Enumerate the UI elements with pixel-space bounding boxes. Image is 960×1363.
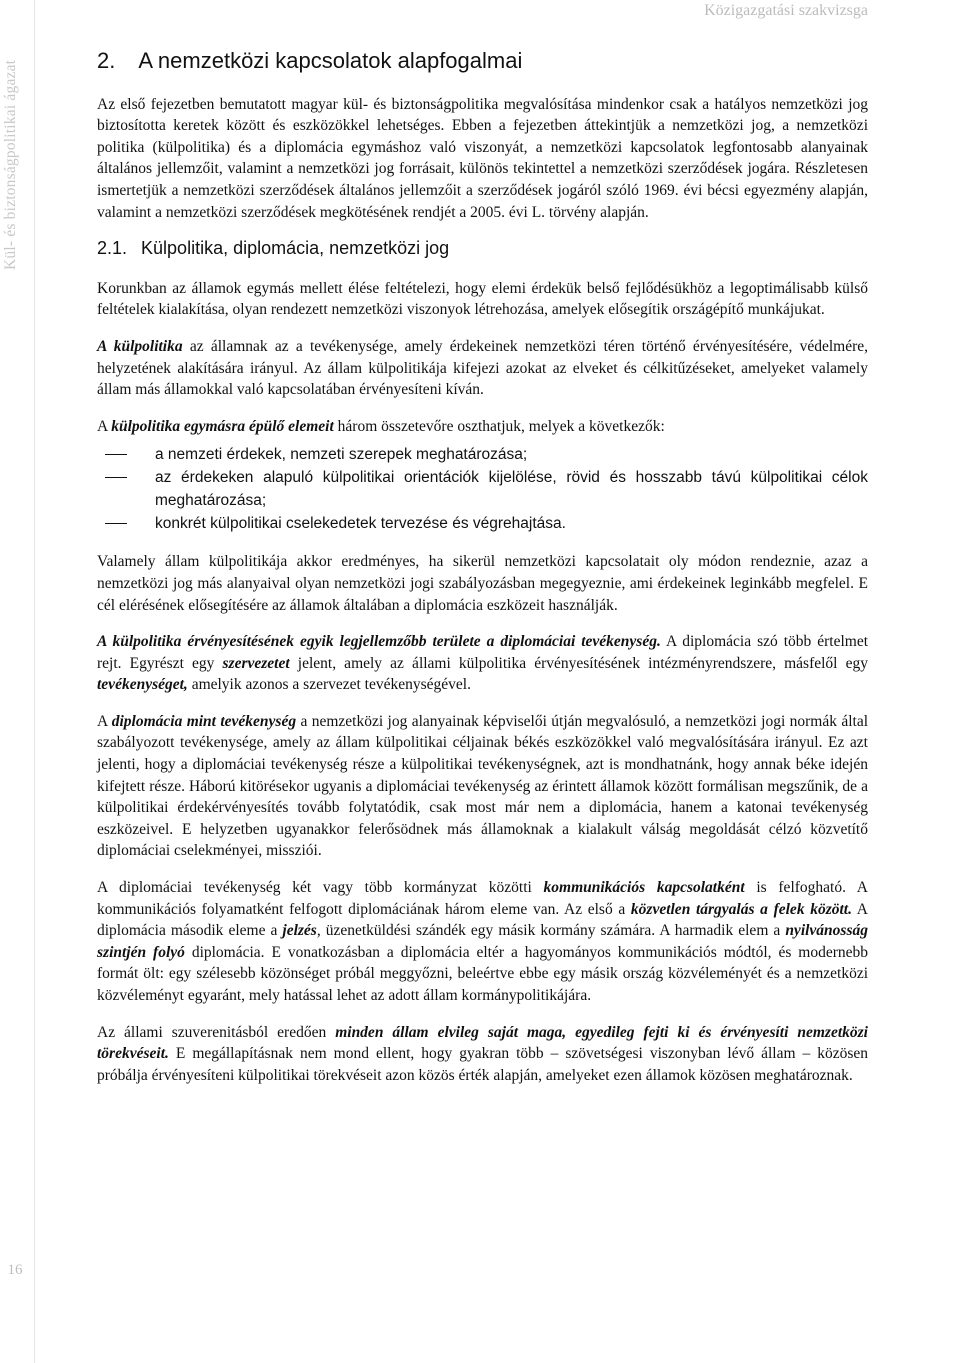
intro-paragraph: Az első fejezetben bemutatott magyar kül- és biztonságpolitika megvalósítása mindenkor csak a hatályos nemzetközi jog biztosította keretek között és eszközökkel lehetséges. Ebben a fejezetben áttekintjük a nemzetközi jog, a nemzetközi politika (külpolitika) és a diplomácia egymáshoz való viszonyát, a nemzetközi kapcsolatok legfontosabb alanyainak általános jellemzőit, valamint a nemzetközi jog forrásait, különös tekintettel a nemzetközi szerződések jogára. Részletesen ismertetjük a nemzetközi szerződések általános jellemzőit a szerződések jogáról szóló 1969. évi bécsi egyezmény alapján, valamint a nemzetközi szerződések megkötésének rendjét a 2005. évi L. törvény alapján. [97,95,868,221]
section-title: Külpolitika, diplomácia, nemzetközi jog [141,238,450,259]
emphasis: A külpolitika [97,337,183,355]
section-number: 2.1. [97,238,128,259]
emphasis: közvetlen tárgyalás a felek között. [630,900,852,918]
paragraph-6 [97,711,868,862]
emphasis: minden állam elvileg saját maga, egyedileg fejti ki és érvényesíti nemzetközi törekvéseit. [97,1023,868,1063]
section-heading [97,238,868,260]
text: a nemzetközi jog alanyainak képviselői útján megvalósuló, a nemzetközi jogi normák által szabályozott tevékenysége, amely az állam külpolitikai céljainak békés eszközökkel való megvalósítására irányul. Ez azt jelenti, hogy a diplomáciai tevékenység része a külpolitikai tevékenységnek, azt is mondhatnánk, hogy annak béke idején kifejtett része. Háború kitörésekor ugyanis a diplomáciai tevékenység az érintett államok között formálisan megszűnik, de a külpolitikai érdekérvényesítés tovább folytatódik, csak most már nem a diplomácia, hanem a katonai tevékenység eszközeivel. E helyzetben ugyanakkor felerősödnek más államoknak a kialakult válság megoldását célzó közvetítő diplomáciai cselekményei, missziói. [97,712,869,860]
header-title: Közigazgatási szakvizsga [704,2,868,19]
text: diplomácia. E vonatkozásban a diplomácia eltér a hagyományos kommunikációs módtól, és modernebb formát ölt: egy szélesebb közönséget próbál meggyőzni, beleértve ebbe egy másik ország közvéleményét és a nemzetközi közvéleményt egyaránt, mely hatással lehet az adott állam kormánypolitikájára. [97,943,869,1004]
text: E megállapításnak nem mond ellent, hogy gyakran több – szövetségesi viszonyban lévő állam – közösen próbálja érvényesíteni külpolitikai törekvéseit azon közös érték alapján, amelyeket ezen államok közösen meghatároznak. [97,1045,868,1084]
text: három összetevőre oszthatjuk, melyek a következők: [333,417,665,435]
chapter-number: 2. [97,48,116,73]
text: az államnak az a tevékenysége, amely érdekeinek nemzetközi téren történő érvényesítésére, védelmére, helyzetének alakítására irányul. Az állam külpolitikája kifejezi azokat az elveket és célkitűzéseket, amelyeket valamely állam más államokkal való kapcsolatában érvényesíteni kíván. [97,337,868,399]
text: A diplomácia második eleme a [97,900,868,940]
paragraph-1: Korunkban az államok egymás mellett élése feltételezi, hogy elemi érdekük belső fejlődésükhöz a legoptimálisabb külső feltételek kialakítása, olyan rendezett nemzetközi viszonyok létrehozása, amelyek elősegítik országépítő munkájukat. [97,279,868,319]
text: amelyik azonos a szervezet tevékenységével. [187,676,471,694]
text: Az állami szuverenitásból eredően [97,1023,336,1041]
document-body [97,50,868,1101]
paragraph-7 [97,877,868,1007]
emphasis: tevékenységet, [97,676,188,694]
text: is felfogható. A kommunikációs folyamatként felfogott diplomáciának három eleme van. Az első a [97,879,869,918]
text: A diplomáciai tevékenység két vagy több kormányzat közötti [97,879,544,897]
emphasis: jelzés [282,922,317,940]
sidebar-section-label: Kül- és biztonságpolitikai ágazat [2,59,19,270]
text: , üzenetküldési szándék egy másik kormány számára. A harmadik elem a [316,922,786,940]
text: A [97,712,112,730]
list-item: az érdekeken alapuló külpolitikai orientációk kijelölése, rövid és hosszabb távú külpolitikai célok meghatározása; [97,466,868,512]
emphasis: szervezetet [222,654,290,672]
page-number: 16 [7,1262,23,1278]
chapter-heading [97,50,868,72]
emphasis: A külpolitika érvényesítésének egyik legjellemzőbb területe a diplomáciai tevékenység. [97,633,661,651]
emphasis: diplomácia mint tevékenység [111,712,297,730]
text: A diplomácia szó több értelmet rejt. Egyrészt egy [97,633,869,672]
chapter-title: A nemzetközi kapcsolatok alapfogalmai [138,48,523,73]
text: A [97,417,112,435]
paragraph-8 [97,1022,868,1087]
paragraph-5 [97,631,868,696]
list-item: konkrét külpolitikai cselekedetek tervezése és végrehajtása. [97,512,868,535]
text: jelent, amely az állami külpolitika érvényesítésének intézményrendszere, másfelől egy [289,654,868,672]
sidebar [0,0,35,1363]
paragraph-4: Valamely állam külpolitikája akkor eredményes, ha sikerül nemzetközi kapcsolatait oly módon rendeznie, azaz a nemzetközi jog más alanyaival olyan nemzetközi jogi szabályozásban megegyeznie, ami érdekeinek leginkább megfelel. E cél elérésének elősegítésére az államok általában a diplomácia eszközeit használják. [97,553,868,614]
components-list [97,443,868,535]
emphasis: kommunikációs kapcsolatként [543,879,745,897]
emphasis: külpolitika egymásra épülő elemeit [111,417,334,435]
paragraph-2 [97,336,868,401]
list-item: a nemzeti érdekek, nemzeti szerepek meghatározása; [97,443,868,466]
emphasis: nyilvánosság szintjén folyó [97,922,868,961]
paragraph-3 [97,416,868,438]
